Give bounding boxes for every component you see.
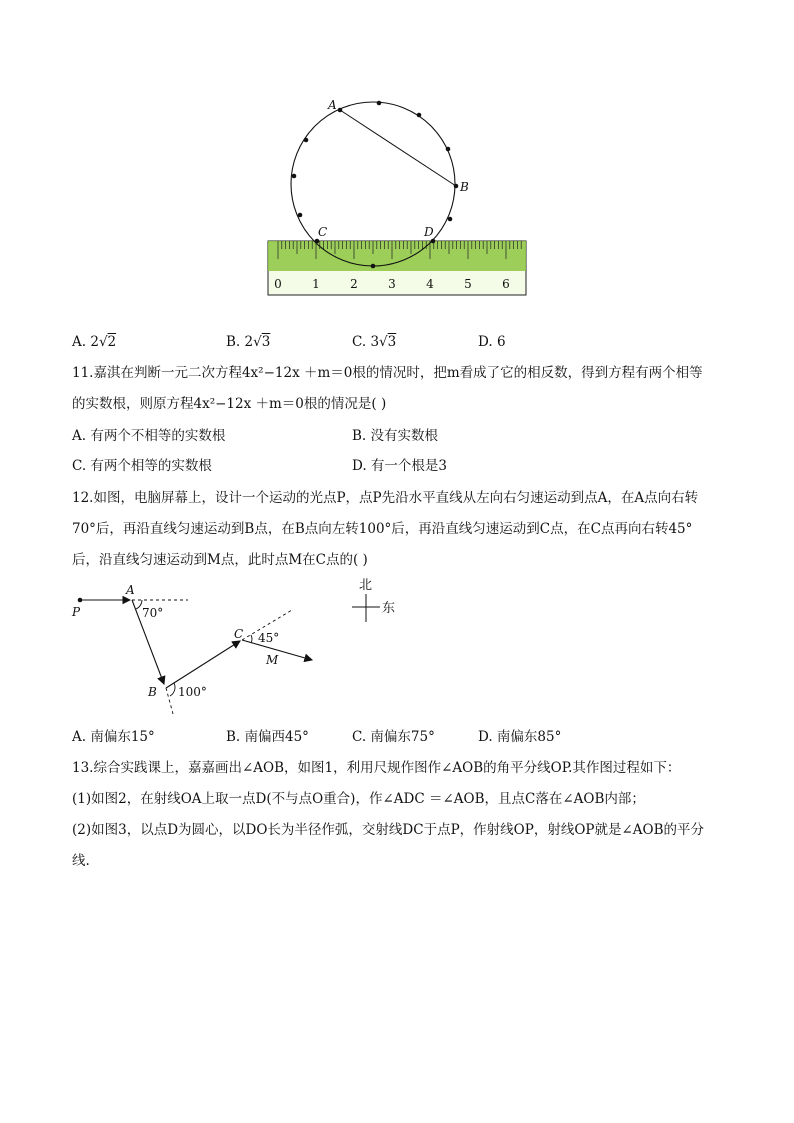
- q11-option-c: C. 有两个相等的实数根: [72, 458, 212, 474]
- ruler-label-1: 1: [312, 277, 320, 291]
- q11-line-2: 的实数根，则原方程4x²−12x ＋m＝0根的情况是( ): [72, 396, 387, 412]
- chord-ab: [340, 110, 456, 186]
- point-p-dot: [78, 598, 83, 603]
- q13-line-3: (2)如图3，以点D为圆心，以DO长为半径作弧，交射线DC于点P，作射线OP，射线OP就是∠AOB的平分: [72, 822, 705, 838]
- ruler-label-4: 4: [426, 277, 434, 291]
- point-label-a: A: [328, 98, 337, 112]
- point-label-c: C: [318, 225, 328, 239]
- q12-option-a: A. 南偏东15°: [72, 729, 155, 745]
- q13-line-1: 13.综合实践课上，嘉嘉画出∠AOB，如图1，利用尺规作图作∠AOB的角平分线OP.其作图过程如下：: [72, 760, 681, 776]
- light-path-figure: [64, 574, 414, 722]
- angle-label-b: 100°: [178, 685, 207, 699]
- ruler-label-3: 3: [388, 277, 396, 291]
- q12-line-3: 后，沿直线匀速运动到M点，此时点M在C点的( ): [72, 552, 368, 568]
- compass-north: 北: [359, 578, 373, 593]
- q11-option-a: A. 有两个不相等的实数根: [72, 428, 226, 444]
- extension-b: [166, 688, 173, 714]
- ruler-label-0: 0: [274, 277, 282, 291]
- q11-option-b: B. 没有实数根: [352, 428, 439, 444]
- q10-option-a: A. 2√2: [72, 334, 117, 350]
- q10-option-b: B. 2√3: [226, 334, 271, 350]
- point-label-m: M: [266, 653, 279, 667]
- point-label-d: D: [424, 225, 434, 239]
- q13-line-4: 线.: [72, 853, 90, 869]
- point-label-b: B: [148, 685, 157, 699]
- q12-option-b: B. 南偏西45°: [226, 729, 309, 745]
- angle-label-a: 70°: [142, 606, 164, 620]
- q11-line-1: 11.嘉淇在判断一元二次方程4x²−12x ＋m＝0根的情况时，把m看成了它的相反数，得到方程有两个相等: [72, 365, 703, 381]
- q12-line-2: 70°后，再沿直线匀速运动到B点，在B点向左转100°后，再沿直线匀速运动到C点，在C点再向右转45°: [72, 521, 693, 537]
- q10-option-c: C. 3√3: [352, 334, 397, 350]
- angle-label-c: 45°: [258, 631, 280, 645]
- ruler-label-6: 6: [502, 277, 510, 291]
- q13-line-2: (1)如图2，在射线OA上取一点D(不与点O重合)，作∠ADC ＝∠AOB，且点C落在∠AOB内部；: [72, 791, 645, 807]
- point-label-c: C: [234, 627, 244, 641]
- q11-option-d: D. 有一个根是3: [352, 458, 448, 474]
- q12-option-d: D. 南偏东85°: [478, 729, 562, 745]
- point-label-p: P: [72, 605, 81, 619]
- point-label-a: A: [126, 583, 135, 597]
- segment-bc: [166, 641, 240, 688]
- circle-ruler-figure: [260, 90, 540, 300]
- ruler-label-5: 5: [464, 277, 472, 291]
- compass-east: 东: [382, 601, 396, 616]
- q10-option-d: D. 6: [478, 334, 506, 350]
- angle-arc-c: [251, 635, 252, 643]
- point-label-b: B: [460, 180, 469, 194]
- q12-line-1: 12.如图，电脑屏幕上，设计一个运动的光点P，点P先沿水平直线从左向右匀速运动到点A，在A点向右转: [72, 490, 699, 506]
- q12-option-c: C. 南偏东75°: [352, 729, 435, 745]
- ruler-label-2: 2: [350, 277, 358, 291]
